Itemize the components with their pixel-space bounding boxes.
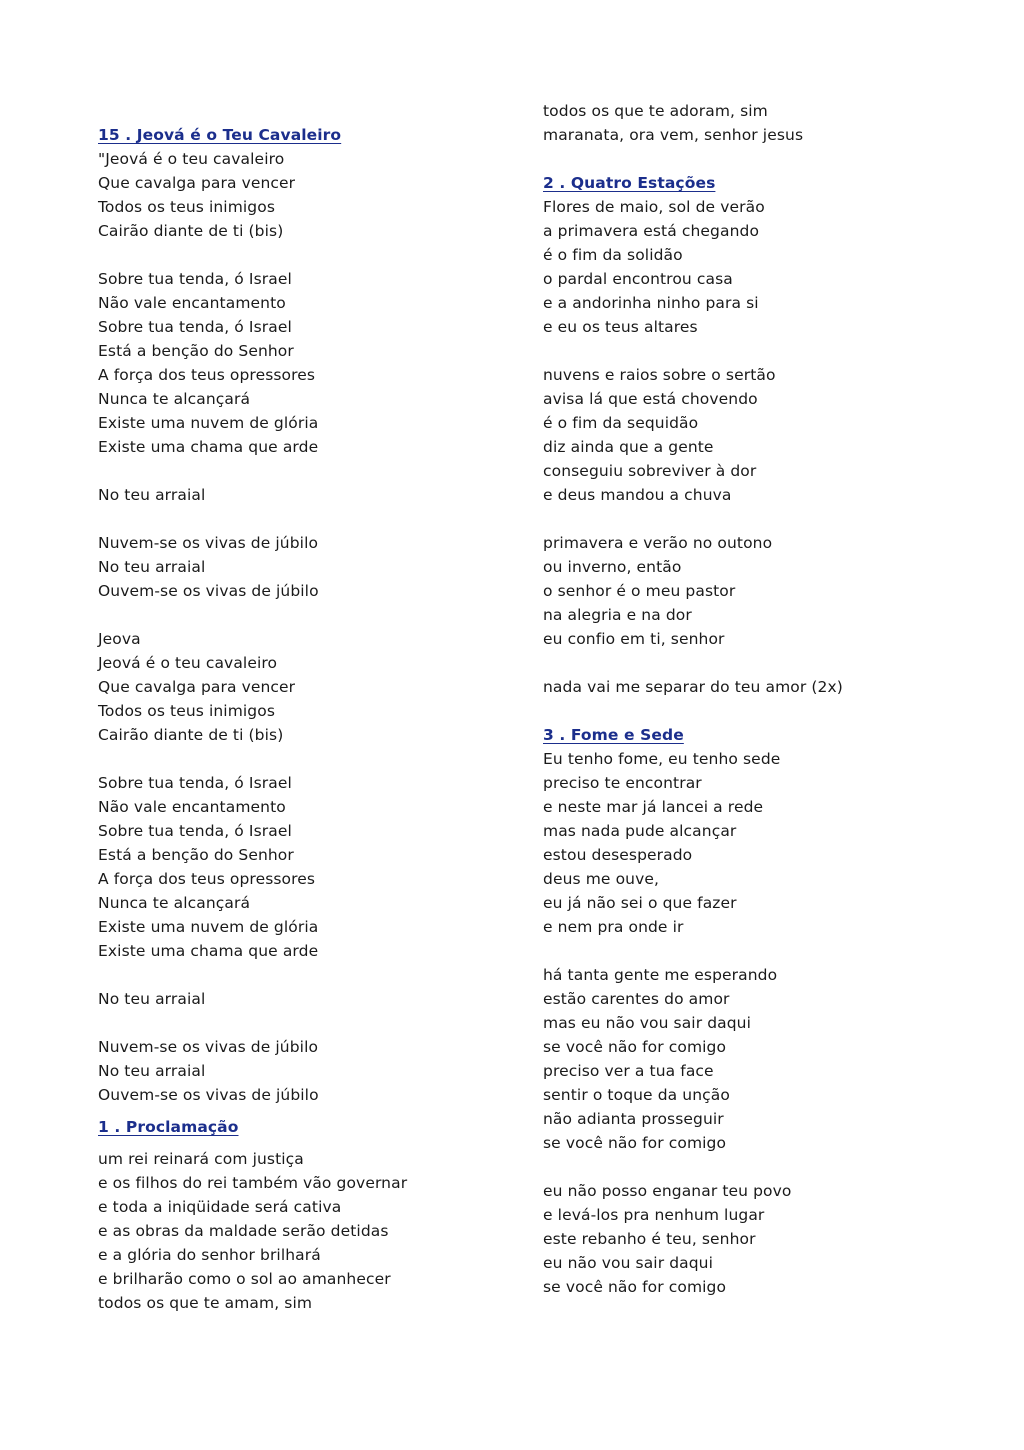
song-block-continued <box>543 99 983 171</box>
lyric-line: sentir o toque da unção <box>543 1086 730 1104</box>
stanza-break <box>543 939 983 963</box>
lyric-line: Existe uma chama que arde <box>98 942 319 960</box>
lyric-line: primavera e verão no outono <box>543 534 773 552</box>
lyric-line: a primavera está chegando <box>543 222 760 240</box>
lyric-line: e os filhos do rei também vão governar <box>98 1174 408 1192</box>
lyric-line: Existe uma nuvem de glória <box>98 918 319 936</box>
lyric-line: se você não for comigo <box>543 1038 727 1056</box>
lyric-line: todos os que te adoram, sim <box>543 102 768 120</box>
lyric-line: Jeová é o teu cavaleiro <box>98 654 278 672</box>
lyric-line: Ouvem-se os vivas de júbilo <box>98 582 319 600</box>
lyric-line: eu já não sei o que fazer <box>543 894 737 912</box>
lyric-line: Flores de maio, sol de verão <box>543 198 765 216</box>
lyric-line: No teu arraial <box>98 558 206 576</box>
song-block-15-jeova-e-o-teu-cavaleiro <box>98 123 518 1107</box>
stanza-break <box>98 603 518 627</box>
lyric-line: mas nada pude alcançar <box>543 822 737 840</box>
song-block-2-quatro-estacoes <box>543 171 983 723</box>
lyric-line: Nunca te alcançará <box>98 390 251 408</box>
lyric-line: se você não for comigo <box>543 1278 727 1296</box>
lyric-line: e as obras da maldade serão detidas <box>98 1222 389 1240</box>
stanza-break <box>543 339 983 363</box>
lyric-line: nada vai me separar do teu amor (2x) <box>543 678 843 696</box>
lyric-line: ou inverno, então <box>543 558 682 576</box>
lyric-line: um rei reinará com justiça <box>98 1150 304 1168</box>
lyric-line: e a glória do senhor brilhará <box>98 1246 321 1264</box>
stanza-break <box>543 147 983 171</box>
lyric-line: é o fim da sequidão <box>543 414 699 432</box>
song-title: 15 . Jeová é o Teu Cavaleiro <box>98 126 342 144</box>
stanza-break <box>543 507 983 531</box>
left-column <box>98 123 518 1315</box>
lyric-line: e deus mandou a chuva <box>543 486 732 504</box>
lyric-line: Todos os teus inimigos <box>98 198 276 216</box>
lyric-line: Sobre tua tenda, ó Israel <box>98 318 292 336</box>
stanza-break <box>98 1011 518 1035</box>
stanza-break <box>543 699 983 723</box>
lyric-line: Sobre tua tenda, ó Israel <box>98 774 292 792</box>
stanza-break <box>98 963 518 987</box>
lyric-line: Sobre tua tenda, ó Israel <box>98 270 292 288</box>
lyric-line: A força dos teus opressores <box>98 366 316 384</box>
lyric-line: estão carentes do amor <box>543 990 730 1008</box>
lyric-line: nuvens e raios sobre o sertão <box>543 366 776 384</box>
lyric-line: todos os que te amam, sim <box>98 1294 313 1312</box>
lyric-line: Está a benção do Senhor <box>98 342 294 360</box>
lyric-line: Sobre tua tenda, ó Israel <box>98 822 292 840</box>
lyric-line: eu não vou sair daqui <box>543 1254 714 1272</box>
right-column <box>543 99 983 1299</box>
song-title: 3 . Fome e Sede <box>543 726 684 744</box>
lyric-line: preciso ver a tua face <box>543 1062 714 1080</box>
lyric-line: se você não for comigo <box>543 1134 727 1152</box>
lyric-line: Está a benção do Senhor <box>98 846 294 864</box>
lyric-line: Cairão diante de ti (bis) <box>98 726 284 744</box>
stanza-break <box>98 459 518 483</box>
lyric-line: Nuvem-se os vivas de júbilo <box>98 1038 319 1056</box>
lyric-line: Jeova <box>98 630 141 648</box>
lyric-line: e brilharão como o sol ao amanhecer <box>98 1270 391 1288</box>
lyric-line: Existe uma chama que arde <box>98 438 319 456</box>
lyric-line: No teu arraial <box>98 990 206 1008</box>
lyric-line: este rebanho é teu, senhor <box>543 1230 756 1248</box>
lyric-line: No teu arraial <box>98 1062 206 1080</box>
lyric-line: não adianta prosseguir <box>543 1110 724 1128</box>
lyric-line: Não vale encantamento <box>98 798 286 816</box>
lyric-line: diz ainda que a gente <box>543 438 714 456</box>
lyric-line: preciso te encontrar <box>543 774 702 792</box>
lyric-line: e levá-los pra nenhum lugar <box>543 1206 765 1224</box>
lyric-line: eu confio em ti, senhor <box>543 630 725 648</box>
lyric-line: Todos os teus inimigos <box>98 702 276 720</box>
lyric-line: A força dos teus opressores <box>98 870 316 888</box>
lyric-line: Existe uma nuvem de glória <box>98 414 319 432</box>
lyric-line: Eu tenho fome, eu tenho sede <box>543 750 781 768</box>
lyric-line: Que cavalga para vencer <box>98 174 296 192</box>
stanza-break <box>98 747 518 771</box>
lyric-line: conseguiu sobreviver à dor <box>543 462 757 480</box>
lyric-line: No teu arraial <box>98 486 206 504</box>
lyric-line: na alegria e na dor <box>543 606 692 624</box>
lyric-line: há tanta gente me esperando <box>543 966 778 984</box>
song-title: 2 . Quatro Estações <box>543 174 716 192</box>
lyric-line: é o fim da solidão <box>543 246 683 264</box>
lyric-line: Nunca te alcançará <box>98 894 251 912</box>
lyric-line: maranata, ora vem, senhor jesus <box>543 126 804 144</box>
lyric-line: e a andorinha ninho para si <box>543 294 759 312</box>
lyric-line: Que cavalga para vencer <box>98 678 296 696</box>
lyric-line: o senhor é o meu pastor <box>543 582 736 600</box>
lyric-line: e eu os teus altares <box>543 318 698 336</box>
stanza-break <box>543 1155 983 1179</box>
lyric-line: eu não posso enganar teu povo <box>543 1182 792 1200</box>
lyric-line: Não vale encantamento <box>98 294 286 312</box>
lyric-line: Ouvem-se os vivas de júbilo <box>98 1086 319 1104</box>
lyric-line: deus me ouve, <box>543 870 660 888</box>
lyric-line: "Jeová é o teu cavaleiro <box>98 150 285 168</box>
song-block-1-proclamacao <box>98 1115 518 1315</box>
song-title: 1 . Proclamação <box>98 1118 239 1136</box>
lyric-line: e toda a iniqüidade será cativa <box>98 1198 342 1216</box>
lyric-line: e neste mar já lancei a rede <box>543 798 764 816</box>
song-block-3-fome-e-sede <box>543 723 983 1299</box>
stanza-break <box>98 243 518 267</box>
stanza-break <box>98 507 518 531</box>
lyric-line: Cairão diante de ti (bis) <box>98 222 284 240</box>
lyric-line: Nuvem-se os vivas de júbilo <box>98 534 319 552</box>
lyric-line: avisa lá que está chovendo <box>543 390 758 408</box>
lyric-line: estou desesperado <box>543 846 693 864</box>
lyric-line: o pardal encontrou casa <box>543 270 733 288</box>
lyric-line: mas eu não vou sair daqui <box>543 1014 752 1032</box>
lyric-line: e nem pra onde ir <box>543 918 684 936</box>
stanza-break <box>543 651 983 675</box>
